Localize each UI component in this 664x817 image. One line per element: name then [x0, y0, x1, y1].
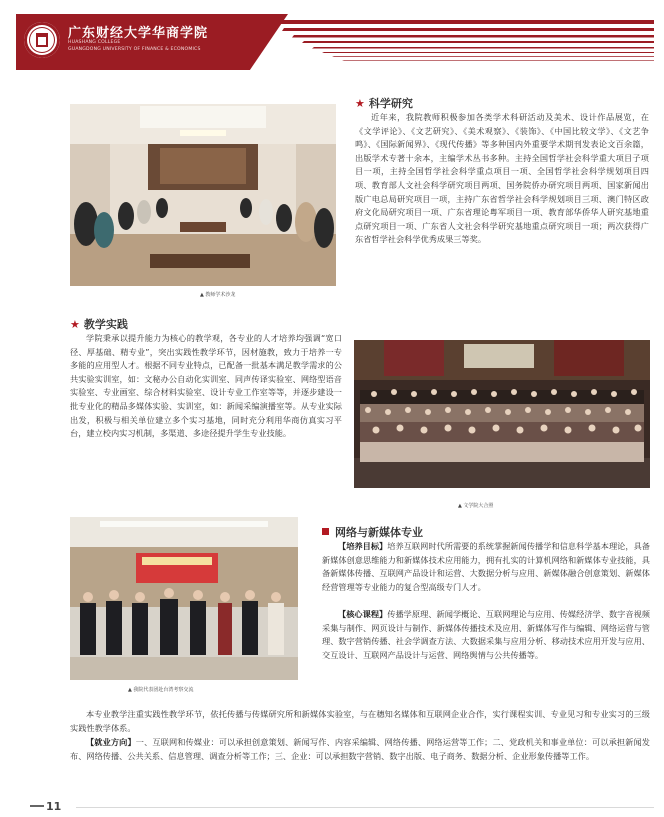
footer-rule — [76, 807, 654, 808]
meeting-photo — [70, 517, 298, 680]
newmedia-courses: 【核心课程】传播学原理、新闻学概论、互联网理论与应用、传媒经济学、数字音视频采集与制作、网页设计与制作、新媒体传播技术及应用、新媒体写作与编辑、网络运营与管理、数字营销传播、社会学调查方法、大数据采集与应用分析、移动技术应用开发与应用、交互设计、互联网产品设计与运营、网络舆情与公共传播等。 — [322, 609, 650, 660]
school-name-en-2: GUANGDONG UNIVERSITY OF FINANCE & ECONOMICS — [68, 47, 201, 52]
school-seal-icon — [24, 22, 60, 58]
group-caption: ▲ 文学院大合照 — [458, 503, 494, 509]
research-text: 近年来，我院教师积极参加各类学术科研活动及美术、设计作品展览，在《文学评论》、《文艺研究》、《美术观察》、《装饰》、《中国比较文学》、《文艺争鸣》、《国际新闻界》、《现代传播》等多种国内外重要学术期刊发表论文百余篇，出版学术专著十余本，主编学术丛书多种。主持全国哲学社会科学重大项目子项目一项，主持全国哲学社会科学重点项目一项、全国哲学社会科学规划项目四项、教育部人文社会科学研究项目两项、国务院侨办研究项目两项、国家新闻出版广电总局研究项目一项，主持广东省哲学社会科学规划项目三项、澳门特区政府文化局研究项目一项、广东省理论粤军项目一项、教育部华侨华人研究基地重点研究项目一项、广东省人文社会科学研究基地重点研究项目一项；两次获得广东省哲学社会科学优秀成果三等奖。 — [355, 112, 649, 245]
research-heading: ★ 科学研究 — [355, 97, 413, 110]
header-stripes — [262, 18, 654, 64]
star-icon: ★ — [355, 97, 365, 110]
school-name-cn: 广东财经大学华商学院 — [68, 26, 209, 41]
meeting-caption: ▲ 我院代表团赴台湾考察交流 — [128, 687, 194, 693]
star-icon: ★ — [70, 318, 80, 331]
group-photo — [354, 340, 650, 488]
practice-heading: ★ 教学实践 — [70, 318, 128, 331]
salon-caption: ▲ 教师学术沙龙 — [200, 292, 236, 298]
newmedia-career: 【就业方向】一、互联网和传媒业：可以承担创意策划、新闻写作、内容采编辑、网络传播、网络运营等工作；二、党政机关和事业单位：可以承担新闻发布、网络传播、公共关系、信息管理、调查分析等工作；三、企业：可以承担数字营销、数字出版、电子商务、数据分析、企业形象传播等工作。 — [70, 737, 650, 761]
practice-text: 学院秉承以提升能力为核心的教学观，各专业的人才培养均强调“宽口径、厚基础、精专业”，突出实践性教学环节，因材施教，致力于培养一专多能的应用型人才。根据不同专业特点，已配备一批基本满足教学需求的公共实验实训室，如：文秘办公自动化实训室、同声传译实验室、网络型语音实验室、专业画室、综合材料实验室、设计专业工作室等等，并逐步建设一批专业化的精品多媒体实验、实训室，如：新闻采编演播室等。从专业实际出发，积极与相关单位建立多个实习基地，同时充分利用华商仿真实习平台，建立校内实习机制，多渠道、多途径提升学生专业技能。 — [70, 333, 342, 439]
square-bullet-icon — [322, 528, 329, 535]
newmedia-goal: 【培养目标】培养互联网时代所需要的系统掌握新闻传播学和信息科学基本理论，具备新媒体创意思维能力和新媒体技术应用能力，拥有扎实的计算机网络和新媒体专业技能，具备新媒体传播、互联网产品设计和运营、大数据分析与应用、新媒体融合创意策划、新媒体经营管理等专业能力的复合型高级专门人才。 — [322, 541, 650, 592]
salon-photo — [70, 104, 336, 286]
school-name-en-1: HUASHANG COLLEGE — [68, 40, 121, 45]
newmedia-practice: 本专业教学注重实践性教学环节，依托传播与传媒研究所和新媒体实验室，与在穗知名媒体和互联网企业合作，实行课程实训、专业见习和专业实习的三级实践性教学体系。 — [70, 709, 650, 733]
newmedia-heading: 网络与新媒体专业 — [322, 524, 423, 540]
page-number: 11 — [30, 800, 61, 813]
